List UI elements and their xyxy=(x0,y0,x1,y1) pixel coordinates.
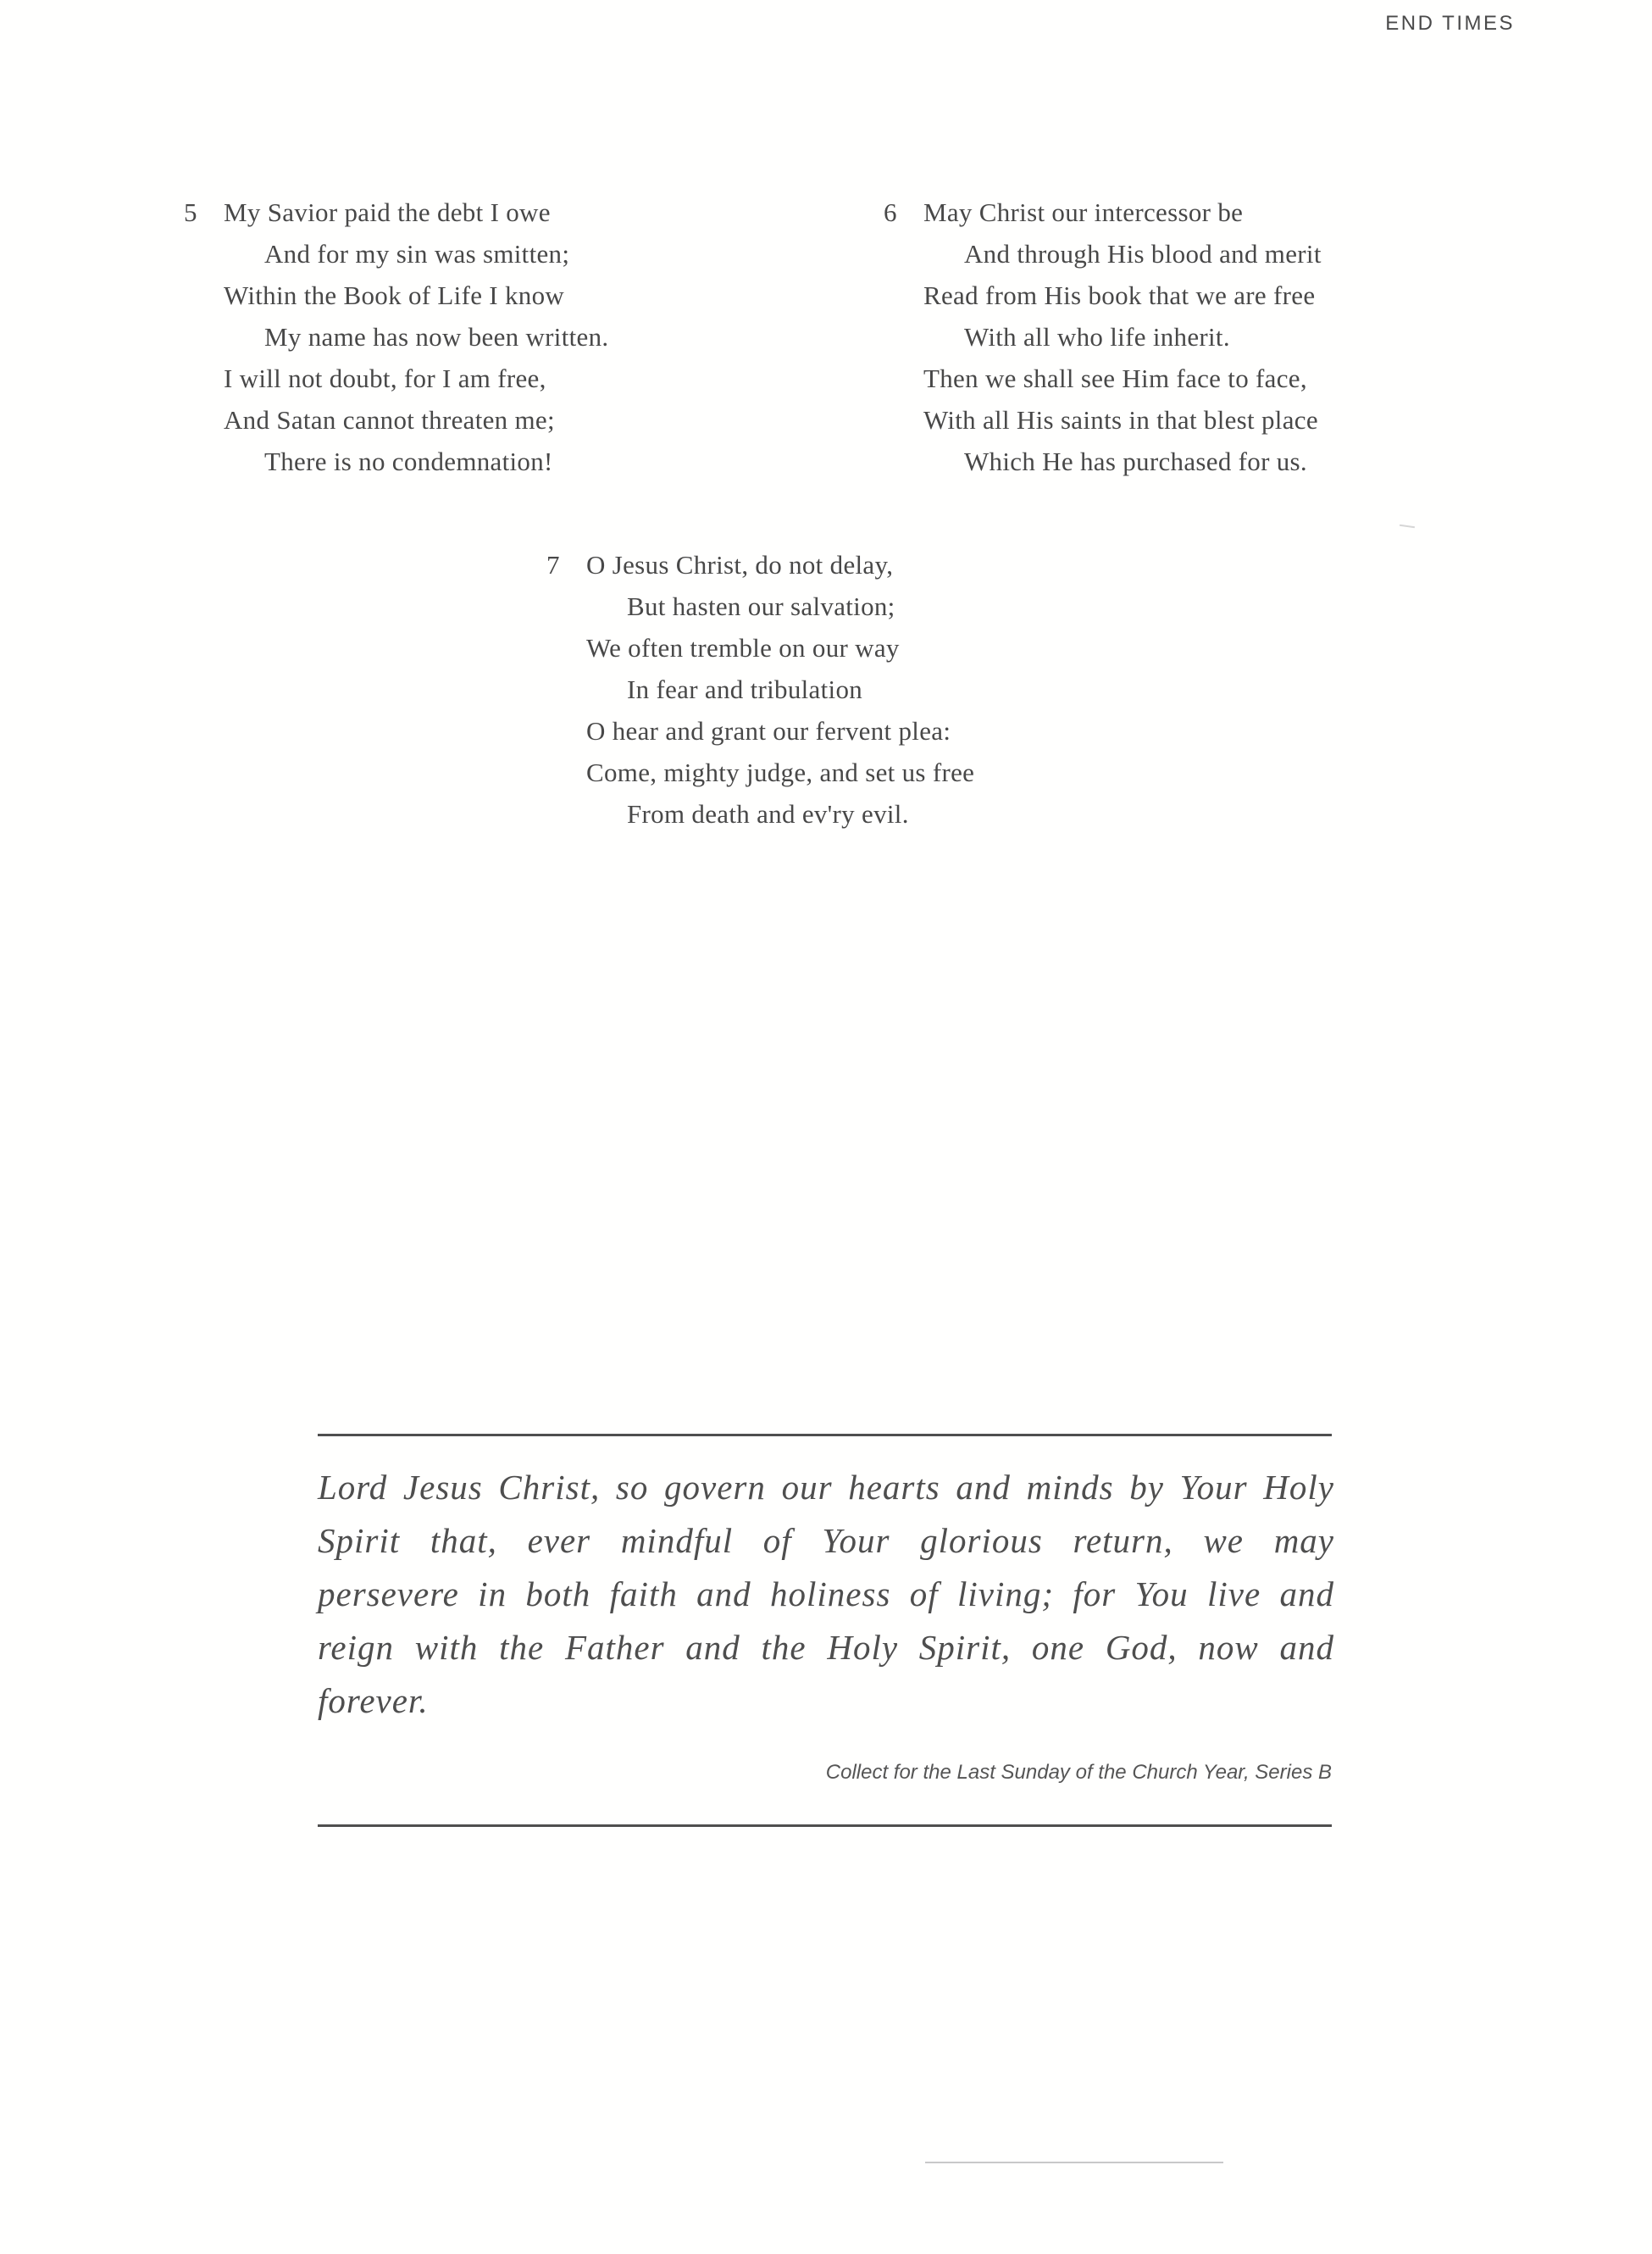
hymn-stanza-5 xyxy=(184,192,608,482)
stanza-line: Read from His book that we are free xyxy=(923,280,1316,310)
collect-prayer-text: Lord Jesus Christ, so govern our hearts and minds by Your Holy Spirit that, ever mindful of Your glorious return, we may persevere in both faith and holiness of living; for You live and reign with the Father and the Holy Spirit, one God, now and forever. xyxy=(318,1468,1334,1720)
stanza-line: With all His saints in that blest place xyxy=(923,405,1318,435)
stanza-line: Then we shall see Him face to face, xyxy=(923,364,1307,393)
stanza-lines xyxy=(224,192,608,482)
stanza-line: My name has now been written. xyxy=(264,322,609,352)
stanza-line: And for my sin was smitten; xyxy=(264,239,570,269)
collect-attribution: Collect for the Last Sunday of the Church Year, Series B xyxy=(825,1761,1332,1784)
hymn-stanza-6 xyxy=(884,192,1322,482)
section-header-label: END TIMES xyxy=(1385,12,1515,35)
stanza-line: There is no condemnation! xyxy=(264,447,553,476)
stanza-line: Come, mighty judge, and set us free xyxy=(586,758,975,787)
collect-rule-top xyxy=(318,1434,1332,1436)
stanza-line: My Savior paid the debt I owe xyxy=(224,197,551,227)
stanza-number: 6 xyxy=(884,197,897,227)
scan-artifact-line xyxy=(925,2162,1223,2163)
collect-rule-bottom xyxy=(318,1824,1332,1827)
stanza-number: 7 xyxy=(546,550,560,580)
stanza-line: Within the Book of Life I know xyxy=(224,280,565,310)
stanza-number: 5 xyxy=(184,197,197,227)
stanza-line: But hasten our salvation; xyxy=(627,591,895,621)
stanza-line: May Christ our intercessor be xyxy=(923,197,1244,227)
hymn-stanza-7 xyxy=(546,544,974,835)
stanza-line: We often tremble on our way xyxy=(586,633,900,663)
stanza-line: From death and ev'ry evil. xyxy=(627,799,909,829)
stanza-line: And through His blood and merit xyxy=(964,239,1322,269)
stanza-line: And Satan cannot threaten me; xyxy=(224,405,555,435)
stanza-line: O Jesus Christ, do not delay, xyxy=(586,550,894,580)
stanza-line: I will not doubt, for I am free, xyxy=(224,364,546,393)
stanza-line: O hear and grant our fervent plea: xyxy=(586,716,951,746)
scan-artifact-mark xyxy=(1400,525,1415,528)
stanza-line: In fear and tribulation xyxy=(627,675,863,704)
stanza-lines xyxy=(586,544,974,835)
stanza-lines xyxy=(923,192,1322,482)
stanza-line: With all who life inherit. xyxy=(964,322,1230,352)
stanza-line: Which He has purchased for us. xyxy=(964,447,1307,476)
